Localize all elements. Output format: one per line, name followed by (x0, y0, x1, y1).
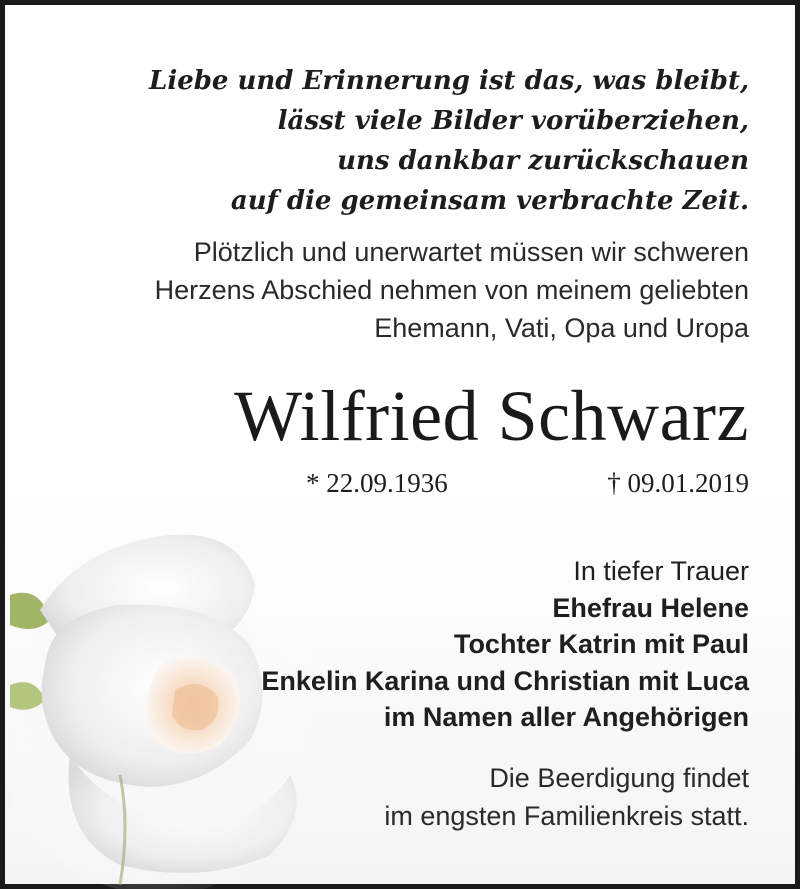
intro-line: Herzens Abschied nehmen von meinem geliebten (154, 275, 749, 305)
intro-text (155, 233, 749, 347)
poem-line: lässt viele Bilder vorüberziehen, (277, 106, 749, 136)
funeral-line: im engsten Familienkreis statt. (384, 801, 749, 831)
mourner-name: Tochter Katrin mit Paul (453, 629, 749, 660)
mourner-name: im Namen aller Angehörigen (383, 702, 749, 733)
birth-date: * 22.09.1936 (306, 468, 448, 498)
intro-line: Plötzlich und unerwartet müssen wir schweren (193, 237, 749, 267)
intro-line: Ehemann, Vati, Opa und Uropa (374, 313, 749, 343)
mourning-heading: In tiefer Trauer (573, 556, 749, 586)
mourner-name: Enkelin Karina und Christian mit Luca (261, 665, 749, 696)
funeral-notice (384, 759, 749, 835)
funeral-line: Die Beerdigung findet (489, 763, 749, 793)
poem-line: Liebe und Erinnerung ist das, was bleibt, (149, 66, 749, 96)
memorial-poem (149, 61, 749, 221)
mourners-block (261, 553, 749, 736)
poem-line: auf die gemeinsam verbrachte Zeit. (230, 186, 749, 216)
death-date: † 09.01.2019 (607, 468, 749, 498)
mourner-name: Ehefrau Helene (552, 592, 749, 623)
poem-line: uns dankbar zurückschauen (337, 146, 749, 176)
deceased-name: Wilfried Schwarz (234, 376, 749, 456)
